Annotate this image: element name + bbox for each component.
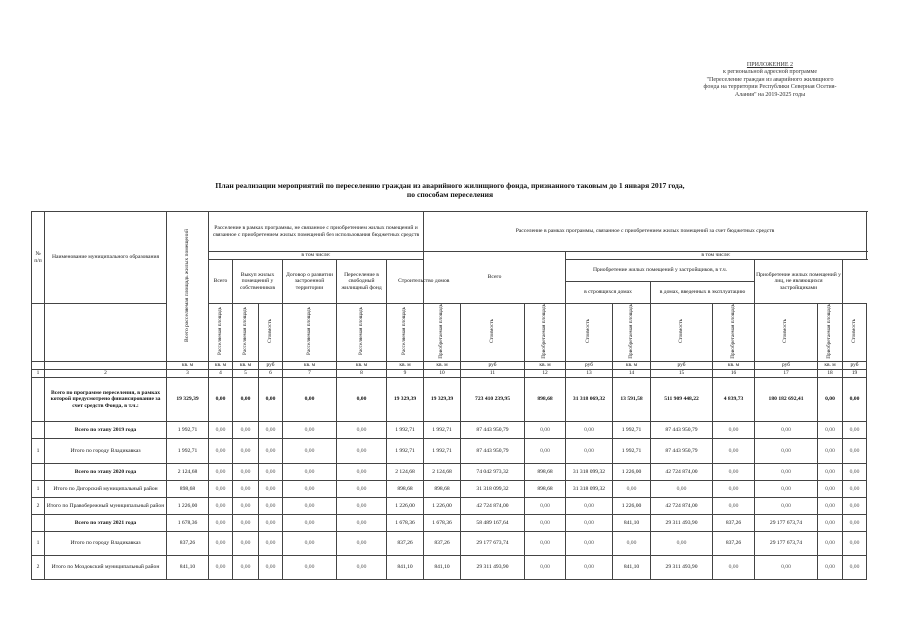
row-number: 1	[32, 531, 45, 555]
value-cell: 0,00	[613, 531, 651, 555]
header-num: № п/п	[32, 212, 45, 304]
value-cell: 0,00	[337, 377, 387, 421]
value-cell: 31 318 099,32	[566, 463, 613, 480]
value-cell: 31 318 099,32	[566, 480, 613, 497]
value-cell: 0,00	[818, 421, 843, 438]
value-cell: 0,00	[233, 555, 259, 579]
value-cell: 13 591,58	[613, 377, 651, 421]
value-cell: 0,00	[337, 555, 387, 579]
value-cell: 0,00	[843, 421, 867, 438]
header-name: Наименование муниципального образования	[45, 212, 167, 304]
unit-cell: кв. м	[818, 361, 843, 369]
value-cell: 42 724 874,00	[651, 497, 713, 514]
row-number: 2	[32, 555, 45, 579]
column-number-cell: 19	[843, 369, 867, 377]
value-cell: 74 042 973,32	[461, 463, 525, 480]
value-cell: 4 839,73	[713, 377, 755, 421]
value-cell: 0,00	[283, 497, 337, 514]
value-cell: 0,00	[525, 531, 566, 555]
value-cell: 0,00	[259, 480, 283, 497]
header-total-2: Всего	[424, 252, 566, 304]
column-number-cell: 8	[337, 369, 387, 377]
row-name: Итого по городу Владикавказ	[45, 438, 167, 463]
value-cell: 0,00	[566, 514, 613, 531]
header-total: Всего	[209, 260, 233, 304]
value-cell: 1 678,36	[387, 514, 424, 531]
value-cell: 0,00	[283, 531, 337, 555]
column-number-cell: 6	[259, 369, 283, 377]
value-cell: 0,00	[337, 421, 387, 438]
value-cell: 87 443 950,79	[651, 421, 713, 438]
value-cell: 0,00	[337, 531, 387, 555]
header-sub-c17: Стоимость	[755, 304, 818, 362]
header-sub-blank	[32, 304, 45, 362]
unit-cell: кв. м	[283, 361, 337, 369]
row-number	[32, 463, 45, 480]
value-cell: 0,00	[843, 555, 867, 579]
value-cell: 841,10	[613, 555, 651, 579]
column-number-cell: 16	[713, 369, 755, 377]
value-cell: 0,00	[818, 531, 843, 555]
row-name: Итого по городу Владикавказ	[45, 531, 167, 555]
header-group-budget: Расселение в рамках программы, связанное с приобретением жилых помещений за счет бюджетных средств	[424, 212, 867, 252]
header-sub-c14: Приобретаемая площадь	[613, 304, 651, 362]
value-cell: 0,00	[566, 555, 613, 579]
unit-cell	[32, 361, 45, 369]
value-cell: 0,00	[843, 438, 867, 463]
title-line-2: по способам переселения	[406, 190, 494, 199]
header-sub-c9: Расселяемая площадь	[387, 304, 424, 362]
value-cell: 0,00	[209, 480, 233, 497]
row-number	[32, 421, 45, 438]
header-sub-c13: Стоимость	[566, 304, 613, 362]
value-cell: 0,00	[566, 531, 613, 555]
value-cell: 58 489 167,64	[461, 514, 525, 531]
value-cell: 0,00	[566, 438, 613, 463]
value-cell: 87 443 950,79	[651, 438, 713, 463]
value-cell: 0,00	[233, 514, 259, 531]
column-number-cell: 3	[167, 369, 209, 377]
value-cell: 0,00	[818, 514, 843, 531]
value-cell: 19 329,39	[167, 377, 209, 421]
value-cell: 0,00	[337, 463, 387, 480]
unit-cell: кв. м	[337, 361, 387, 369]
value-cell: 0,00	[259, 555, 283, 579]
column-number-cell: 14	[613, 369, 651, 377]
value-cell: 841,10	[424, 555, 461, 579]
value-cell: 1 226,00	[613, 463, 651, 480]
unit-cell: кв. м	[209, 361, 233, 369]
value-cell: 0,00	[818, 438, 843, 463]
header-purchase-other: Приобретение жилых помещений у лиц, не являющихся застройщиками	[755, 260, 843, 304]
unit-cell: руб	[755, 361, 818, 369]
column-number-cell: 1	[32, 369, 45, 377]
value-cell: 0,00	[613, 480, 651, 497]
value-cell: 1 992,71	[613, 438, 651, 463]
value-cell: 0,00	[818, 463, 843, 480]
value-cell: 898,68	[525, 463, 566, 480]
header-sub-c11: Стоимость	[461, 304, 525, 362]
value-cell: 0,00	[818, 377, 843, 421]
units-row	[32, 361, 867, 369]
appendix-line: фонда на территории Республики Северная Осетия-	[703, 84, 837, 91]
header-buyout: Выкуп жилых помещений у собственников	[233, 260, 283, 304]
value-cell: 0,00	[755, 463, 818, 480]
unit-cell: кв. м	[525, 361, 566, 369]
header-in-commission: в домах, введенных в эксплуатацию	[651, 282, 755, 304]
row-name: Всего по этапу 2019 года	[45, 421, 167, 438]
value-cell: 0,00	[209, 514, 233, 531]
value-cell: 0,00	[843, 497, 867, 514]
header-construction: Строительство домов	[387, 260, 461, 304]
unit-cell: руб	[651, 361, 713, 369]
value-cell: 0,00	[843, 377, 867, 421]
value-cell: 1 992,71	[167, 438, 209, 463]
header-sub-c7: Расселяемая площадь	[283, 304, 337, 362]
value-cell: 898,68	[387, 480, 424, 497]
value-cell: 0,00	[843, 480, 867, 497]
value-cell: 0,00	[209, 497, 233, 514]
value-cell: 0,00	[337, 480, 387, 497]
value-cell: 837,26	[713, 531, 755, 555]
header-sub-c4: Расселяемая площадь	[209, 304, 233, 362]
header-incl-1: в том числе:	[209, 252, 424, 260]
value-cell: 0,00	[233, 421, 259, 438]
value-cell: 1 226,00	[167, 497, 209, 514]
appendix-line: "Переселение граждан из аварийного жилищного	[706, 76, 834, 83]
value-cell: 0,00	[209, 421, 233, 438]
value-cell: 723 410 239,95	[461, 377, 525, 421]
value-cell: 0,00	[651, 480, 713, 497]
column-number-cell: 11	[461, 369, 525, 377]
value-cell: 0,00	[283, 377, 337, 421]
value-cell: 0,00	[755, 438, 818, 463]
value-cell: 898,68	[525, 377, 566, 421]
column-number-cell: 18	[818, 369, 843, 377]
column-number-cell: 4	[209, 369, 233, 377]
value-cell: 0,00	[259, 531, 283, 555]
unit-cell: кв. м	[167, 361, 209, 369]
value-cell: 2 124,68	[387, 463, 424, 480]
column-number-cell: 12	[525, 369, 566, 377]
table-row	[32, 497, 867, 514]
column-number-cell: 17	[755, 369, 818, 377]
value-cell: 1 992,71	[613, 421, 651, 438]
row-name: Итого по Правобережный муниципальный район	[45, 497, 167, 514]
table-row	[32, 555, 867, 579]
value-cell: 0,00	[755, 480, 818, 497]
value-cell: 1 226,00	[613, 497, 651, 514]
unit-cell: руб	[843, 361, 867, 369]
header-contract: Договор о развитии застроенной территории	[283, 260, 337, 304]
header-purchase-dev: Приобретение жилых помещений у застройщиков, в т.ч.	[566, 260, 755, 282]
table-row-total	[32, 463, 867, 480]
value-cell: 0,00	[566, 421, 613, 438]
value-cell: 841,10	[387, 555, 424, 579]
table-row-total	[32, 514, 867, 531]
value-cell: 0,00	[566, 497, 613, 514]
value-cell: 0,00	[755, 555, 818, 579]
value-cell: 29 311 493,90	[651, 555, 713, 579]
header-sub-c6: Стоимость	[259, 304, 283, 362]
value-cell: 0,00	[713, 421, 755, 438]
header-total-area: Всего расселяемая площадь жилых помещений	[167, 212, 209, 362]
table-row	[32, 531, 867, 555]
value-cell: 0,00	[818, 480, 843, 497]
value-cell: 0,00	[337, 497, 387, 514]
table-row	[32, 438, 867, 463]
value-cell: 1 678,36	[167, 514, 209, 531]
appendix-title: ПРИЛОЖЕНИЕ 2	[746, 62, 794, 68]
column-number-cell: 13	[566, 369, 613, 377]
value-cell: 0,00	[233, 377, 259, 421]
value-cell: 0,00	[713, 497, 755, 514]
value-cell: 0,00	[233, 531, 259, 555]
unit-cell: руб	[259, 361, 283, 369]
value-cell: 0,00	[818, 497, 843, 514]
value-cell: 0,00	[259, 463, 283, 480]
value-cell: 898,68	[424, 480, 461, 497]
row-number	[32, 514, 45, 531]
appendix-block	[690, 62, 850, 99]
value-cell: 0,00	[818, 555, 843, 579]
column-number-cell: 9	[387, 369, 424, 377]
value-cell: 0,00	[233, 480, 259, 497]
value-cell: 0,00	[283, 480, 337, 497]
value-cell: 0,00	[283, 463, 337, 480]
value-cell: 0,00	[843, 531, 867, 555]
value-cell: 87 443 950,79	[461, 421, 525, 438]
value-cell: 0,00	[713, 438, 755, 463]
header-sub-c16: Приобретаемая площадь	[713, 304, 755, 362]
value-cell: 0,00	[209, 377, 233, 421]
unit-cell: кв. м	[424, 361, 461, 369]
value-cell: 0,00	[259, 421, 283, 438]
header-sub-blank	[45, 304, 167, 362]
value-cell: 0,00	[843, 514, 867, 531]
header-under-construction: в строящихся домах	[566, 282, 651, 304]
header-sub-c10: Приобретаемая площадь	[424, 304, 461, 362]
document-title	[150, 181, 750, 199]
column-number-cell: 5	[233, 369, 259, 377]
header-sub-c19: Стоимость	[843, 304, 867, 362]
value-cell: 0,00	[651, 531, 713, 555]
value-cell: 837,26	[713, 514, 755, 531]
column-number-cell: 15	[651, 369, 713, 377]
row-name: Всего по этапу 2021 года	[45, 514, 167, 531]
value-cell: 0,00	[713, 555, 755, 579]
value-cell: 0,00	[283, 438, 337, 463]
value-cell: 0,00	[233, 463, 259, 480]
value-cell: 1 992,71	[424, 421, 461, 438]
value-cell: 29 177 673,74	[755, 531, 818, 555]
value-cell: 29 177 673,74	[755, 514, 818, 531]
value-cell: 0,00	[337, 438, 387, 463]
table-row-total	[32, 421, 867, 438]
header-sub-c15: Стоимость	[651, 304, 713, 362]
value-cell: 0,00	[259, 514, 283, 531]
value-cell: 841,10	[167, 555, 209, 579]
value-cell: 0,00	[233, 497, 259, 514]
row-number: 2	[32, 497, 45, 514]
unit-cell	[45, 361, 167, 369]
header-incl-2: в том числе:	[566, 252, 867, 260]
value-cell: 0,00	[755, 421, 818, 438]
table-row	[32, 480, 867, 497]
value-cell: 898,68	[525, 480, 566, 497]
value-cell: 0,00	[209, 463, 233, 480]
value-cell: 0,00	[713, 480, 755, 497]
column-number-cell: 10	[424, 369, 461, 377]
header-sub-c5: Расселяемая площадь	[233, 304, 259, 362]
value-cell: 1 992,71	[424, 438, 461, 463]
row-name: Итого по Моздокский муниципальный район	[45, 555, 167, 579]
row-name: Итого по Дигорский муниципальный район	[45, 480, 167, 497]
value-cell: 0,00	[525, 421, 566, 438]
value-cell: 42 724 874,00	[651, 463, 713, 480]
value-cell: 0,00	[209, 438, 233, 463]
unit-cell: руб	[461, 361, 525, 369]
title-line-1: План реализации мероприятий по переселению граждан из аварийного жилищного фонда, признанного таковым до 1 января 2017 года,	[215, 181, 685, 190]
resettlement-plan-table	[31, 211, 867, 580]
unit-cell: кв. м	[613, 361, 651, 369]
value-cell: 1 226,00	[387, 497, 424, 514]
value-cell: 0,00	[233, 438, 259, 463]
value-cell: 1 226,00	[424, 497, 461, 514]
column-number-cell: 2	[45, 369, 167, 377]
value-cell: 2 124,68	[167, 463, 209, 480]
value-cell: 42 724 874,00	[461, 497, 525, 514]
value-cell: 0,00	[283, 514, 337, 531]
unit-cell: руб	[566, 361, 613, 369]
value-cell: 29 311 493,90	[651, 514, 713, 531]
row-number: 1	[32, 438, 45, 463]
value-cell: 0,00	[209, 531, 233, 555]
value-cell: 0,00	[755, 497, 818, 514]
table-row-total	[32, 377, 867, 421]
value-cell: 0,00	[525, 555, 566, 579]
value-cell: 0,00	[259, 377, 283, 421]
row-name: Всего по программе переселения, в рамках которой предусмотрено финансирование за счет средств Фонда, в т.ч.:	[45, 377, 167, 421]
value-cell: 31 318 099,32	[461, 480, 525, 497]
column-number-cell: 7	[283, 369, 337, 377]
column-number-row	[32, 369, 867, 377]
value-cell: 837,26	[387, 531, 424, 555]
header-sub-c12: Приобретаемая площадь	[525, 304, 566, 362]
value-cell: 837,26	[167, 531, 209, 555]
row-number: 1	[32, 480, 45, 497]
value-cell: 0,00	[209, 555, 233, 579]
value-cell: 180 182 692,41	[755, 377, 818, 421]
value-cell: 1 992,71	[387, 421, 424, 438]
value-cell: 0,00	[259, 497, 283, 514]
value-cell: 0,00	[283, 421, 337, 438]
value-cell: 1 678,36	[424, 514, 461, 531]
value-cell: 841,10	[613, 514, 651, 531]
value-cell: 0,00	[525, 497, 566, 514]
value-cell: 19 329,39	[424, 377, 461, 421]
value-cell: 87 443 950,79	[461, 438, 525, 463]
value-cell: 19 329,39	[387, 377, 424, 421]
header-sub-c8: Расселяемая площадь	[337, 304, 387, 362]
value-cell: 0,00	[843, 463, 867, 480]
unit-cell: кв. м	[233, 361, 259, 369]
value-cell: 0,00	[283, 555, 337, 579]
value-cell: 0,00	[259, 438, 283, 463]
value-cell: 29 177 673,74	[461, 531, 525, 555]
header-group-no-purchase: Расселение в рамках программы, не связанное с приобретением жилых помещений и связанное с приобретением жилых помещений без использования бюджетных средств	[209, 212, 424, 252]
value-cell: 1 992,71	[167, 421, 209, 438]
row-name: Всего по этапу 2020 года	[45, 463, 167, 480]
value-cell: 29 311 493,90	[461, 555, 525, 579]
value-cell: 0,00	[337, 514, 387, 531]
appendix-line: Алания" на 2019-2025 годы	[734, 91, 806, 98]
appendix-line: к региональной адресной программе	[722, 69, 818, 76]
value-cell: 511 909 448,22	[651, 377, 713, 421]
value-cell: 837,26	[424, 531, 461, 555]
value-cell: 2 124,68	[424, 463, 461, 480]
header-sub-c18: Приобретаемая площадь	[818, 304, 843, 362]
unit-cell: кв. м	[713, 361, 755, 369]
row-number	[32, 377, 45, 421]
value-cell: 0,00	[525, 514, 566, 531]
value-cell: 0,00	[525, 438, 566, 463]
unit-cell: кв. м	[387, 361, 424, 369]
value-cell: 898,68	[167, 480, 209, 497]
value-cell: 0,00	[713, 463, 755, 480]
header-free-fund: Переселение в свободный жилищный фонд	[337, 260, 387, 304]
value-cell: 1 992,71	[387, 438, 424, 463]
value-cell: 31 318 069,32	[566, 377, 613, 421]
